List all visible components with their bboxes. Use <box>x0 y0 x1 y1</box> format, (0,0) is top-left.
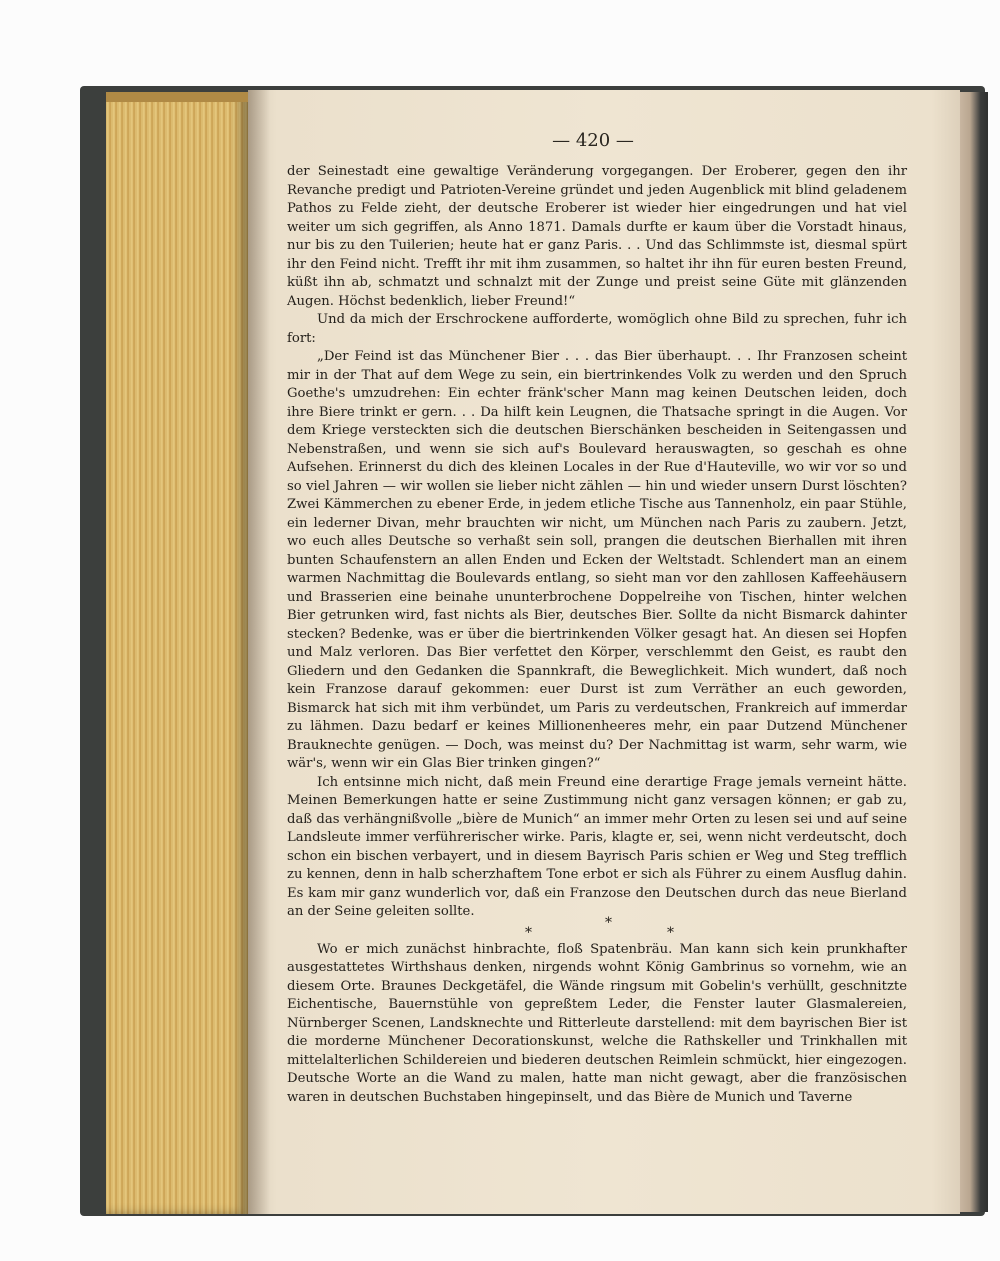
page-edges-top <box>106 92 248 102</box>
gutter-shadow <box>248 90 270 1214</box>
paragraph: Ich entsinne mich nicht, daß mein Freund eine derartige Frage jemals verneint hätte. Meinen Bemerkungen hatte er seine Zustimmung nicht ganz versagen können; er gab zu, daß das verhängnißvolle „bière de Munich“ an immer mehr Orten zu lesen sei und auf seine Landsleute immer verführerischer wirke. Paris, klagte er, sei, wenn nicht verdeutscht, doch schon ein bischen verbayert, und in diesem Bayrisch Paris schien er Weg und Steg trefflich zu kennen, denn in halb scherzhaftem Tone erbot er sich als Führer zu einem Ausflug dahin. Es kam mir ganz wunderlich vor, daß ein Franzose den Deutschen durch das neue Bierland an der Seine geleiten sollte. <box>287 774 907 919</box>
book-cover-edge <box>958 92 988 1212</box>
section-separator <box>287 914 907 941</box>
page-number: — 420 — <box>552 130 634 151</box>
page-text <box>287 163 907 1107</box>
paragraph: der Seinestadt eine gewaltige Veränderung vorgegangen. Der Eroberer, gegen den ihr Revanche predigt und Patrioten-Vereine gründet und jeden Augenblick mit blind geladenem Pathos zu Felde zieht, der deutsche Eroberer ist wieder hier eingedrungen und hat viel weiter um sich gegriffen, als Anno 1871. Damals durfte er kaum über die Vorstadt hinaus, nur bis zu den Tuilerien; heute hat er ganz Paris. . . Und das Schlimmste ist, diesmal spürt ihr den Feind nicht. Trefft ihr mit ihm zusammen, so haltet ihr ihn für euren besten Freund, küßt ihn ab, schmatzt und schnalzt mit der Zunge und preist seine Güte mit glänzenden Augen. Höchst bedenklich, lieber Freund!“ <box>287 164 907 309</box>
asterisk: * <box>605 914 612 931</box>
paragraph: Und da mich der Erschrockene aufforderte, womöglich ohne Bild zu sprechen, fuhr ich fort: <box>287 312 907 346</box>
asterisk: * <box>525 924 532 941</box>
asterisk: * <box>667 924 674 941</box>
paragraph: Wo er mich zunächst hinbrachte, floß Spatenbräu. Man kann sich kein prunkhafter ausgestattetes Wirthshaus denken, nirgends wohnt König Gambrinus so vornehm, wie an diesem Orte. Braunes Deckgetäfel, die Wände ringsum mit Gobelin's verhüllt, geschnitzte Eichentische, Bauernstühle von gepreßtem Leder, die Fenster lauter Glasmalereien, Nürnberger Scenen, Landsknechte und Ritterleute darstellend: mit dem bayrischen Bier ist die morderne Münchener Decorationskunst, welche die Rathskeller und Trinkhallen mit mittelalterlichen Schildereien und biederen deutschen Reimlein schmückt, hier eingezogen. Deutsche Worte an die Wand zu malen, hatte man nicht gewagt, aber die französischen waren in deutschen Buchstaben hingepinselt, und das Bière de Munich und Taverne <box>287 941 907 1105</box>
page-edges <box>106 92 248 1214</box>
paragraph: „Der Feind ist das Münchener Bier . . . das Bier überhaupt. . . Ihr Franzosen scheint mir in der That auf dem Wege zu sein, ein biertrinkendes Volk zu werden und den Spruch Goethe's umzudrehen: Ein echter fränk'scher Mann mag keinen Deutschen leiden, doch ihre Biere trinkt er gern. . . Da hilft kein Leugnen, die Thatsache springt in die Augen. Vor dem Kriege versteckten sich die deutschen Bierschänken bescheiden in Seitengassen und Nebenstraßen, und wenn sie sich auf's Boulevard herauswagten, so geschah es ohne Aufsehen. Erinnerst du dich des kleinen Locales in der Rue d'Hauteville, wo wir vor so und so viel Jahren — wir wollen sie lieber nicht zählen — hin und wieder unsern Durst löschten? Zwei Kämmerchen zu ebener Erde, in jedem etliche Tische aus Tannenholz, ein paar Stühle, ein lederner Divan, mehr brauchten wir nicht, um München nach Paris zu zaubern. Jetzt, wo euch alles Deutsche so verhaßt sein soll, prangen die deutschen Bierhallen mit ihren bunten Schaufenstern an allen Enden und Ecken der Weltstadt. Schlendert man an einem warmen Nachmittag die Boulevards entlang, so sieht man vor den zahllosen Kaffeehäusern und Brasserien eine beinahe ununterbrochene Doppelreihe von Tischen, hinter welchen Bier getrunken wird, fast nichts als Bier, deutsches Bier. Sollte da nicht Bismarck dahinter stecken? Bedenke, was er über die biertrinkenden Völker gesagt hat. An diesen sei Hopfen und Malz verloren. Das Bier verfettet den Körper, verschlemmt den Geist, es raubt den Gliedern und den Gedanken die Spannkraft, die Beweglichkeit. Mich wundert, daß noch kein Franzose darauf gekommen: euer Durst ist zum Verräther an euch geworden, Bismarck hat sich mit ihm verbündet, um Paris zu verdeutschen, Frankreich auf immerdar zu lähmen. Dazu bedarf er keines Millionenheeres mehr, ein paar Dutzend Münchener Brauknechte genügen. — Doch, was meinst du? Der Nachmittag ist warm, sehr warm, wie wär's, wenn wir ein Glas Bier trinken gingen?“ <box>287 349 907 771</box>
